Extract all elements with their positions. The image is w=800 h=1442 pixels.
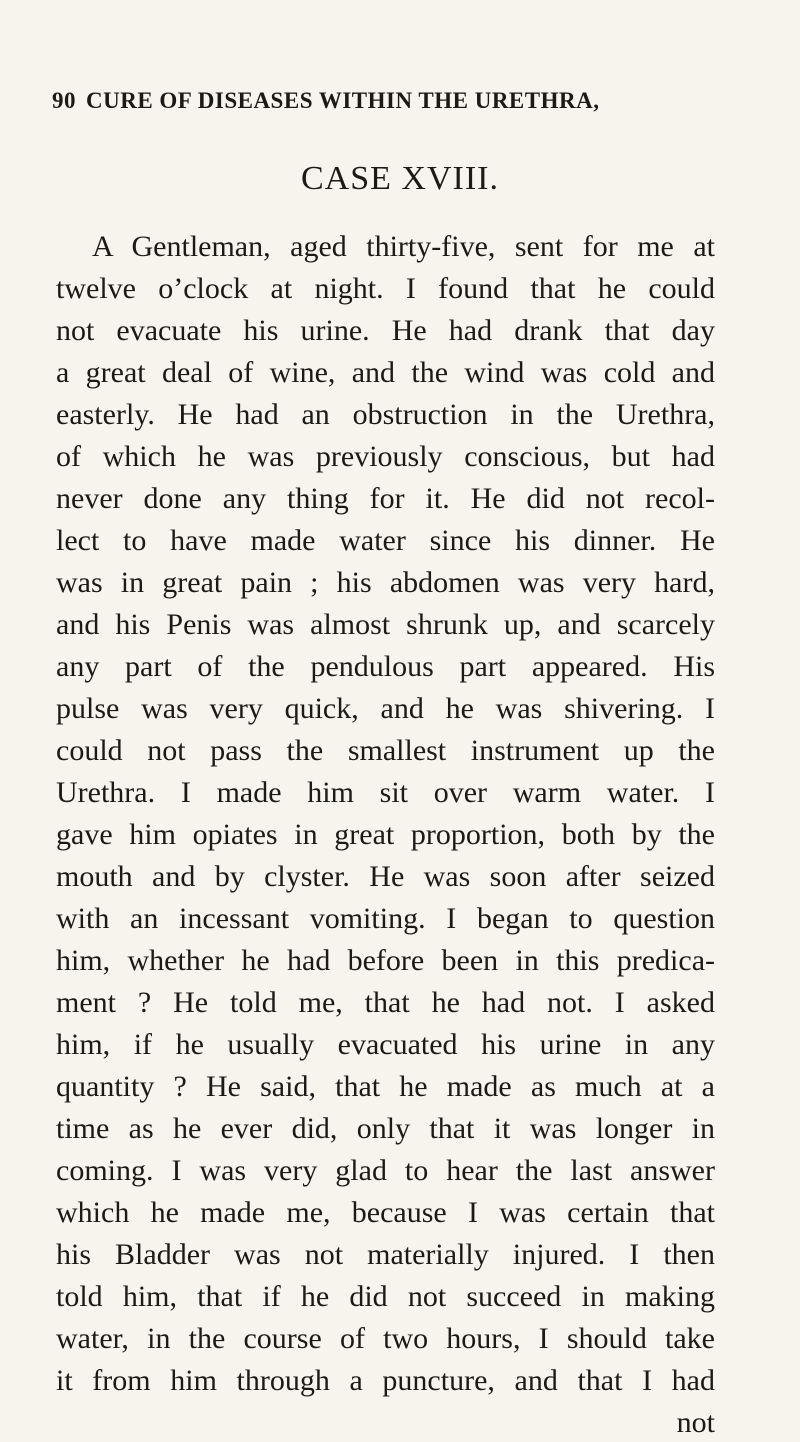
- text-line: mouth and by clyster. He was soon after seized: [56, 860, 715, 893]
- text-line: A Gentleman, aged thirty-five, sent for me at: [92, 230, 715, 263]
- text-line: pulse was very quick, and he was shivering. I: [56, 692, 715, 725]
- case-title: CASE XVIII.: [301, 160, 499, 197]
- text-line: which he made me, because I was certain that: [56, 1196, 715, 1229]
- text-line: lect to have made water since his dinner. He: [56, 524, 715, 557]
- text-line: gave him opiates in great proportion, both by the: [56, 818, 715, 851]
- text-line: him, if he usually evacuated his urine in any: [56, 1028, 715, 1061]
- text-line: any part of the pendulous part appeared. His: [56, 650, 715, 683]
- text-line: time as he ever did, only that it was longer in: [56, 1112, 715, 1145]
- text-line: Urethra. I made him sit over warm water. I: [56, 776, 715, 809]
- text-line: water, in the course of two hours, I should take: [56, 1322, 715, 1355]
- text-line: him, whether he had before been in this predica-: [56, 944, 715, 977]
- text-line: with an incessant vomiting. I began to question: [56, 902, 715, 935]
- text-line: and his Penis was almost shrunk up, and scarcely: [56, 608, 715, 641]
- text-line: was in great pain ; his abdomen was very hard,: [56, 566, 715, 599]
- catchword: not: [676, 1406, 715, 1439]
- text-line: could not pass the smallest instrument up the: [56, 734, 715, 767]
- text-line: it from him through a puncture, and that I had: [56, 1364, 715, 1397]
- text-line: ment ? He told me, that he had not. I asked: [56, 986, 715, 1019]
- text-line: easterly. He had an obstruction in the Urethra,: [56, 398, 715, 431]
- page-number: 90: [52, 88, 76, 113]
- text-line: not evacuate his urine. He had drank that day: [56, 314, 715, 347]
- text-line: coming. I was very glad to hear the last answer: [56, 1154, 715, 1187]
- text-line: twelve o’clock at night. I found that he could: [56, 272, 715, 305]
- text-line: quantity ? He said, that he made as much at a: [56, 1070, 715, 1103]
- running-title: CURE OF DISEASES WITHIN THE URETHRA,: [86, 88, 600, 113]
- text-line: his Bladder was not materially injured. I then: [56, 1238, 715, 1271]
- running-head: [52, 88, 599, 114]
- text-line: told him, that if he did not succeed in making: [56, 1280, 715, 1313]
- text-line: of which he was previously conscious, but had: [56, 440, 715, 473]
- text-line: never done any thing for it. He did not recol-: [56, 482, 715, 515]
- text-line: a great deal of wine, and the wind was cold and: [56, 356, 715, 389]
